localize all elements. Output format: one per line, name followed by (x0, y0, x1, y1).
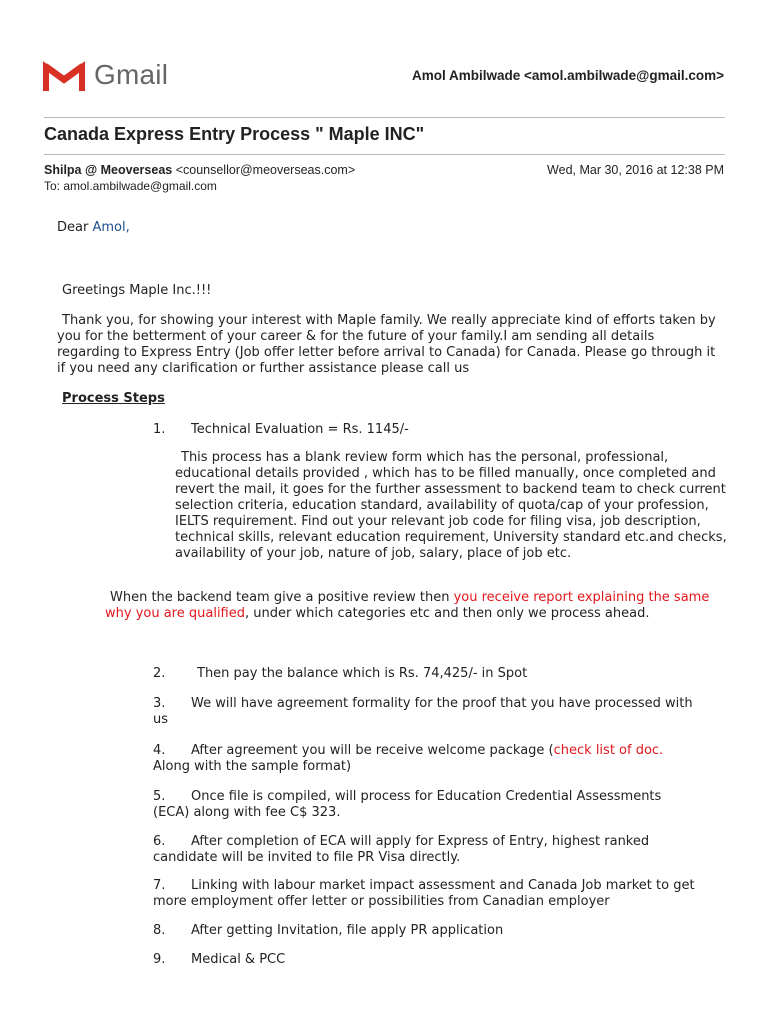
step-number: 8. (153, 923, 166, 938)
step-7 (153, 878, 703, 910)
intro-paragraph: Thank you, for showing your interest with Maple family. We really appreciate kind of efforts taken by you for the betterment of your career & for the future of your family.I am sending all details regarding to Express Entry (Job offer letter before arrival to Canada) for Canada. Please go through it if you need any clarification or further assistance please call us (57, 313, 716, 376)
step-4 (153, 743, 693, 775)
step-text: Technical Evaluation = Rs. 1145/- (191, 422, 409, 437)
step-text: Linking with labour market impact assessment and Canada Job market to get more employment offer letter or possibilities from Canadian employer (153, 878, 695, 909)
step-number: 9. (153, 952, 166, 967)
step-text: After getting Invitation, file apply PR application (191, 923, 504, 938)
step-number: 5. (153, 789, 166, 804)
step-2 (153, 666, 527, 682)
step-1 (153, 422, 409, 438)
step-5 (153, 789, 693, 821)
email-subject: Canada Express Entry Process " Maple INC" (44, 124, 425, 144)
subject-divider (44, 154, 725, 155)
greeting-name: Amol, (92, 220, 130, 235)
step-text: Then pay the balance which is Rs. 74,425/- in Spot (197, 666, 528, 681)
step-number: 4. (153, 743, 166, 758)
step-text: Medical & PCC (191, 952, 286, 967)
greeting-line (57, 220, 130, 236)
step-number: 6. (153, 834, 166, 849)
step-6 (153, 834, 693, 866)
sender-name: Shilpa @ Meoverseas (44, 163, 173, 177)
step-8 (153, 923, 503, 939)
review-text-start: When the backend team give a positive review then (110, 590, 454, 605)
step-1-description: This process has a blank review form which has the personal, professional, educational details provided , which has to be filled manually, once completed and revert the mail, it goes for the further assessment to backend team to check current selection criteria, education standard, availability of quota/cap of your profession, IELTS requirement. Find out your relevant job code for filing visa, job description, technical skills, relevant education requirement, University standard etc.and checks, availability of your job, nature of job, salary, place of job etc. (175, 450, 727, 561)
step-number: 3. (153, 696, 166, 711)
sender-line (44, 163, 355, 177)
step-text-highlight: check list of doc. (553, 743, 664, 758)
step-text-start: After agreement you will be receive welcome package ( (191, 743, 554, 758)
review-text-highlight: you receive report explaining the same why you are qualified (105, 590, 710, 621)
step-text: After completion of ECA will apply for Express of Entry, highest ranked candidate will be invited to file PR Visa directly. (153, 834, 650, 865)
step-number: 2. (153, 666, 166, 681)
step-number: 1. (153, 422, 166, 437)
sender-email: <counsellor@meoverseas.com> (175, 163, 356, 177)
step-text-end: Along with the sample format) (153, 759, 352, 774)
email-date: Wed, Mar 30, 2016 at 12:38 PM (547, 163, 724, 177)
header-divider (44, 117, 725, 118)
recipient-line: To: amol.ambilwade@gmail.com (44, 179, 217, 193)
review-paragraph (105, 590, 730, 622)
step-3 (153, 696, 693, 728)
review-text-end: , under which categories etc and then only we process ahead. (245, 606, 650, 621)
gmail-logo-text: Gmail (94, 59, 169, 90)
account-label: Amol Ambilwade <amol.ambilwade@gmail.com> (412, 68, 724, 83)
step-number: 7. (153, 878, 166, 893)
step-9 (153, 952, 285, 968)
greeting-word: Dear (57, 220, 93, 235)
gmail-m-icon (43, 61, 85, 93)
step-text: Once file is compiled, will process for Education Credential Assessments (ECA) along with fee C$ 323. (153, 789, 662, 820)
step-text: We will have agreement formality for the proof that you have processed with us (153, 696, 693, 727)
greetings-line: Greetings Maple Inc.!!! (62, 283, 212, 298)
process-steps-heading: Process Steps (62, 391, 165, 406)
